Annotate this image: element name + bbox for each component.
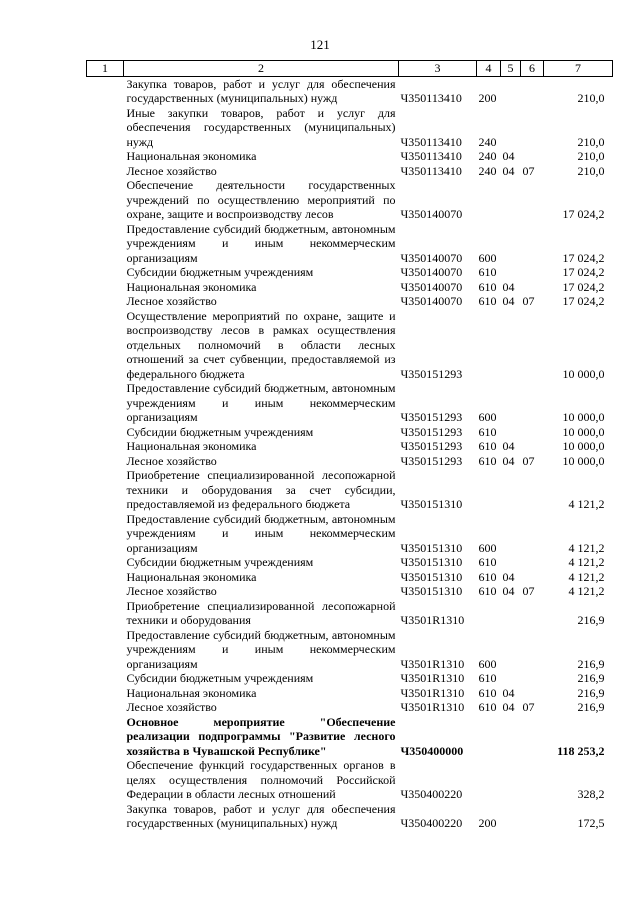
row-subsection [521, 686, 544, 701]
row-name: Закупка товаров, работ и услуг для обеспечения государственных (муниципальных) нужд [126, 76, 396, 105]
row-expense-type: 610 [478, 584, 497, 598]
row-col-1 [87, 381, 124, 425]
row-expense-type: 600 [478, 410, 497, 424]
row-subsection [521, 76, 544, 106]
row-expense-type: 610 [478, 700, 497, 714]
row-target-code: Ч350151310 [400, 540, 463, 555]
row-section: 04 [502, 279, 515, 294]
row-target-code: Ч350151293 [400, 366, 463, 381]
row-col-1 [87, 555, 124, 570]
table-row [87, 715, 613, 759]
row-section: 04 [502, 149, 515, 163]
row-expense-type: 610 [478, 439, 497, 453]
row-name: Предоставление субсидий бюджетным, автономным учреждениям и иным некоммерческим организациям [126, 627, 396, 671]
row-name: Обеспечение деятельности государственных учреждений по осуществлению мероприятий по охране, защите и воспроизводству лесов [126, 178, 396, 221]
row-amount: 216,9 [577, 656, 605, 671]
row-name: Основное мероприятие "Обеспечение реализации подпрограммы "Развитие лесного хозяйства в Чувашской Республике" [126, 714, 396, 758]
row-section [501, 671, 521, 686]
table-header [87, 61, 613, 77]
row-expense-type [477, 178, 501, 222]
row-amount: 118 253,2 [557, 743, 605, 758]
table-row [87, 758, 613, 802]
row-amount: 4 121,2 [568, 555, 605, 569]
header-col-4: 4 [477, 61, 501, 77]
header-col-7: 7 [544, 61, 613, 77]
row-col-1 [87, 222, 124, 266]
row-subsection [521, 106, 544, 150]
row-target-code: Ч3501R1310 [400, 700, 465, 714]
row-subsection [521, 802, 544, 831]
row-col-1 [87, 280, 124, 295]
table-row [87, 468, 613, 512]
row-subsection: 07 [522, 163, 535, 178]
row-section: 04 [502, 700, 515, 714]
row-col-1 [87, 164, 124, 179]
row-name: Лесное хозяйство [126, 163, 217, 178]
row-name: Закупка товаров, работ и услуг для обеспечения государственных (муниципальных) нужд [126, 801, 396, 830]
row-section [501, 512, 521, 556]
row-amount: 172,5 [577, 816, 605, 830]
row-amount: 210,0 [577, 163, 605, 178]
row-expense-type: 200 [478, 91, 497, 105]
table-row [87, 686, 613, 701]
row-section: 04 [502, 569, 515, 584]
row-amount: 4 121,2 [568, 584, 605, 598]
row-target-code: Ч350140070 [400, 279, 463, 294]
row-target-code: Ч3501R1310 [400, 656, 465, 671]
table-row [87, 439, 613, 454]
row-name: Субсидии бюджетным учреждениям [126, 424, 314, 439]
header-col-1: 1 [87, 61, 124, 77]
row-amount: 210,0 [577, 134, 605, 149]
row-target-code: Ч350400220 [400, 787, 463, 801]
row-subsection [521, 222, 544, 266]
row-col-1 [87, 715, 124, 759]
row-col-1 [87, 628, 124, 672]
row-expense-type: 610 [478, 685, 497, 700]
row-col-1 [87, 468, 124, 512]
row-name: Иные закупки товаров, работ и услуг для обеспечения государственных (муниципальных) нужд [126, 105, 396, 149]
row-amount: 328,2 [577, 787, 605, 801]
row-name: Предоставление субсидий бюджетным, автономным учреждениям и иным некоммерческим организациям [126, 511, 396, 555]
row-expense-type: 600 [478, 540, 497, 555]
row-section [501, 309, 521, 382]
budget-table [86, 60, 613, 831]
row-expense-type: 610 [478, 555, 497, 569]
row-subsection [521, 425, 544, 440]
row-section [501, 265, 521, 280]
table-row [87, 164, 613, 179]
row-amount: 17 024,2 [562, 250, 605, 265]
row-target-code: Ч3501R1310 [400, 613, 465, 627]
row-amount: 4 121,2 [568, 540, 605, 555]
row-section [501, 76, 521, 106]
row-expense-type [477, 715, 501, 759]
row-name: Субсидии бюджетным учреждениям [126, 671, 314, 685]
row-col-1 [87, 106, 124, 150]
table-row [87, 802, 613, 831]
row-target-code: Ч350400220 [400, 816, 463, 830]
row-name: Лесное хозяйство [126, 700, 217, 714]
table-row [87, 222, 613, 266]
row-expense-type [477, 758, 501, 802]
table-row [87, 106, 613, 150]
row-target-code: Ч350113410 [400, 91, 462, 105]
row-section: 04 [502, 294, 515, 308]
row-amount: 10 000,0 [562, 410, 605, 424]
header-col-3: 3 [399, 61, 477, 77]
row-expense-type [477, 599, 501, 628]
row-subsection [521, 570, 544, 585]
row-subsection: 07 [522, 700, 535, 714]
row-col-1 [87, 265, 124, 280]
row-target-code: Ч350151293 [400, 453, 463, 468]
row-target-code: Ч350140070 [400, 207, 463, 221]
row-col-1 [87, 309, 124, 382]
row-target-code: Ч350151310 [400, 555, 463, 569]
row-expense-type: 240 [478, 134, 497, 149]
row-subsection [521, 628, 544, 672]
row-section [501, 425, 521, 440]
row-target-code: Ч350113410 [400, 163, 462, 178]
row-name: Национальная экономика [126, 439, 257, 453]
row-subsection [521, 468, 544, 512]
row-col-1 [87, 512, 124, 556]
row-amount: 210,0 [577, 149, 605, 163]
row-subsection [521, 265, 544, 280]
row-col-1 [87, 599, 124, 628]
row-subsection: 07 [522, 453, 535, 468]
row-name: Осуществление мероприятий по охране, защите и воспроизводству лесов в рамках осуществления отдельных полномочий в области лесных отношений за счет субвенции, предоставляемой из федерального бюджета [126, 308, 396, 381]
row-amount: 216,9 [577, 700, 605, 714]
row-amount: 10 000,0 [562, 424, 605, 439]
row-amount: 10 000,0 [562, 366, 605, 381]
row-amount: 216,9 [577, 613, 605, 627]
row-expense-type: 610 [478, 569, 497, 584]
row-expense-type: 200 [478, 816, 497, 830]
row-subsection [521, 149, 544, 164]
row-expense-type: 610 [478, 671, 497, 685]
row-section [501, 468, 521, 512]
row-expense-type: 600 [478, 250, 497, 265]
table-row [87, 381, 613, 425]
page-number: 121 [310, 37, 330, 52]
row-name: Субсидии бюджетным учреждениям [126, 265, 314, 279]
row-col-1 [87, 439, 124, 454]
row-subsection [521, 555, 544, 570]
table-row [87, 584, 613, 599]
row-col-1 [87, 178, 124, 222]
row-subsection [521, 671, 544, 686]
row-amount: 216,9 [577, 685, 605, 700]
table-row [87, 265, 613, 280]
row-section [501, 715, 521, 759]
row-subsection [521, 512, 544, 556]
table-row [87, 599, 613, 628]
row-target-code: Ч350140070 [400, 294, 463, 308]
row-target-code: Ч350400000 [400, 743, 464, 758]
row-col-1 [87, 700, 124, 715]
row-expense-type: 610 [478, 279, 497, 294]
row-name: Национальная экономика [126, 149, 257, 163]
row-amount: 4 121,2 [568, 497, 605, 511]
row-amount: 216,9 [577, 671, 605, 685]
table-row [87, 555, 613, 570]
row-section: 04 [502, 584, 515, 598]
table-row [87, 512, 613, 556]
row-section [501, 599, 521, 628]
row-amount: 17 024,2 [562, 265, 605, 279]
row-target-code: Ч350151310 [400, 569, 463, 584]
row-section [501, 106, 521, 150]
row-subsection [521, 178, 544, 222]
row-amount: 4 121,2 [568, 569, 605, 584]
row-name: Национальная экономика [126, 685, 257, 700]
row-col-1 [87, 758, 124, 802]
row-subsection [521, 439, 544, 454]
row-target-code: Ч3501R1310 [400, 671, 465, 685]
row-section [501, 555, 521, 570]
row-name: Лесное хозяйство [126, 294, 217, 308]
row-name: Предоставление субсидий бюджетным, автономным учреждениям и иным некоммерческим организациям [126, 221, 396, 265]
row-col-1 [87, 454, 124, 469]
row-name: Субсидии бюджетным учреждениям [126, 555, 314, 569]
row-section [501, 802, 521, 831]
table-row [87, 309, 613, 382]
row-expense-type: 600 [478, 656, 497, 671]
table-row [87, 570, 613, 585]
table-row [87, 671, 613, 686]
row-subsection [521, 309, 544, 382]
table-row [87, 76, 613, 106]
table-body [87, 76, 613, 831]
header-col-2: 2 [124, 61, 399, 77]
row-name: Лесное хозяйство [126, 453, 217, 468]
row-name: Обеспечение функций государственных органов в целях осуществления полномочий Российской Федерации в области лесных отношений [126, 758, 396, 801]
row-target-code: Ч350151293 [400, 410, 463, 424]
row-target-code: Ч350151310 [400, 497, 463, 511]
row-col-1 [87, 671, 124, 686]
row-subsection [521, 599, 544, 628]
row-section [501, 222, 521, 266]
row-name: Лесное хозяйство [126, 584, 217, 598]
header-col-6: 6 [521, 61, 544, 77]
row-amount: 17 024,2 [562, 279, 605, 294]
row-name: Предоставление субсидий бюджетным, автономным учреждениям и иным некоммерческим организациям [126, 381, 396, 424]
table-row [87, 178, 613, 222]
table-row [87, 454, 613, 469]
row-target-code: Ч350151293 [400, 424, 463, 439]
row-section [501, 628, 521, 672]
row-target-code: Ч350140070 [400, 250, 463, 265]
table-row [87, 280, 613, 295]
row-amount: 10 000,0 [562, 439, 605, 453]
row-col-1 [87, 425, 124, 440]
row-section [501, 381, 521, 425]
row-section: 04 [502, 163, 515, 178]
row-subsection [521, 381, 544, 425]
row-expense-type [477, 468, 501, 512]
row-section: 04 [502, 685, 515, 700]
row-amount: 210,0 [577, 91, 605, 105]
row-subsection [521, 280, 544, 295]
row-target-code: Ч350151293 [400, 439, 463, 453]
row-amount: 17 024,2 [562, 207, 605, 221]
row-expense-type [477, 309, 501, 382]
row-subsection [521, 758, 544, 802]
row-subsection [521, 715, 544, 759]
table-row [87, 149, 613, 164]
row-expense-type: 610 [478, 265, 497, 279]
row-col-1 [87, 76, 124, 106]
row-col-1 [87, 149, 124, 164]
row-section: 04 [502, 453, 515, 468]
row-subsection: 07 [522, 294, 535, 308]
row-target-code: Ч350140070 [400, 265, 463, 279]
row-name: Приобретение специализированной лесопожарной техники и оборудования [126, 598, 396, 627]
row-name: Национальная экономика [126, 279, 257, 294]
row-section: 04 [502, 439, 515, 453]
header-col-5: 5 [501, 61, 521, 77]
row-expense-type: 240 [478, 149, 497, 163]
row-target-code: Ч350151310 [400, 584, 463, 598]
row-amount: 10 000,0 [562, 453, 605, 468]
row-col-1 [87, 802, 124, 831]
row-target-code: Ч350113410 [400, 134, 462, 149]
row-target-code: Ч3501R1310 [400, 685, 465, 700]
row-col-1 [87, 294, 124, 309]
table-row [87, 294, 613, 309]
table-row [87, 628, 613, 672]
row-section [501, 758, 521, 802]
row-expense-type: 240 [478, 163, 497, 178]
row-expense-type: 610 [478, 294, 497, 308]
row-col-1 [87, 686, 124, 701]
row-amount: 17 024,2 [562, 294, 605, 308]
row-col-1 [87, 570, 124, 585]
table-row [87, 425, 613, 440]
row-expense-type: 610 [478, 424, 497, 439]
row-section [501, 178, 521, 222]
row-target-code: Ч350113410 [400, 149, 462, 163]
row-col-1 [87, 584, 124, 599]
row-subsection: 07 [522, 584, 535, 598]
row-expense-type: 610 [478, 453, 497, 468]
row-name: Приобретение специализированной лесопожарной техники и оборудования за счет субсидии, предоставляемой из федерального бюджета [126, 468, 396, 511]
row-name: Национальная экономика [126, 569, 257, 584]
table-row [87, 700, 613, 715]
